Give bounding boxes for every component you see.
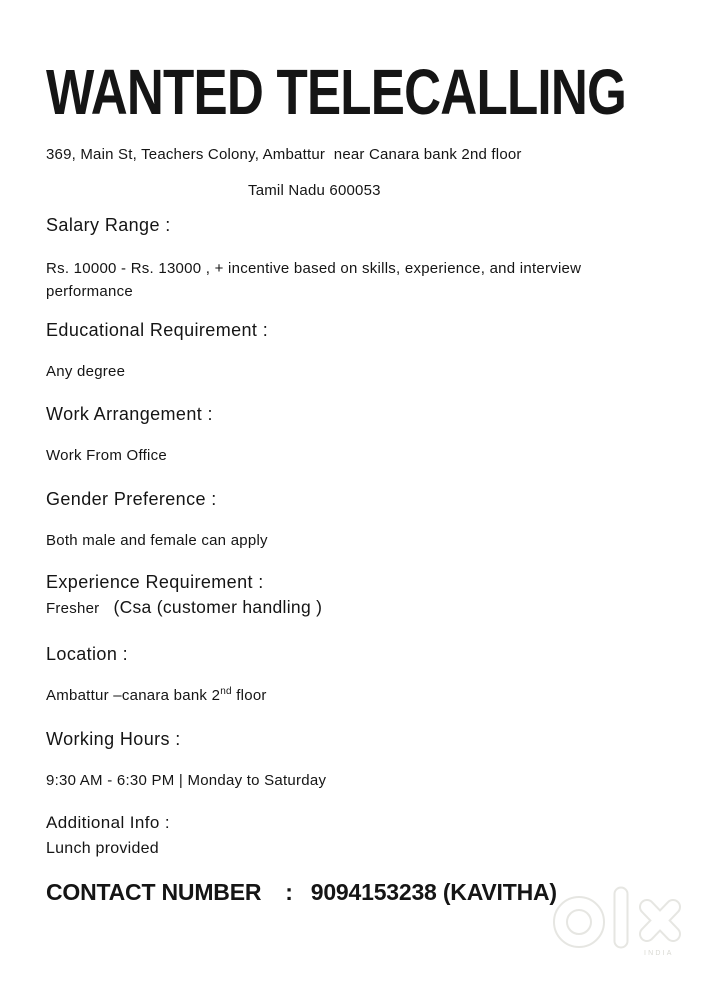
education-value: Any degree — [46, 363, 126, 380]
work-arrangement-value: Work From Office — [46, 447, 167, 464]
olx-india-label: INDIA — [644, 950, 674, 957]
working-hours-label: Working Hours : — [46, 729, 181, 749]
olx-logo — [545, 878, 715, 962]
location-value-pre: Ambattur –canara bank 2 — [46, 687, 221, 704]
gender-preference-value: Both male and female can apply — [46, 532, 268, 549]
experience-label: Experience Requirement : — [46, 572, 264, 592]
location-value — [46, 687, 267, 704]
gender-preference-label: Gender Preference : — [46, 489, 217, 509]
address-line-2: Tamil Nadu 600053 — [248, 182, 381, 199]
education-label: Educational Requirement : — [46, 320, 269, 340]
working-hours-value: 9:30 AM - 6:30 PM | Monday to Saturday — [46, 772, 327, 789]
salary-value: Rs. 10000 - Rs. 13000 , + incentive based on skills, experience, and interview performance — [46, 260, 586, 300]
contact-label: CONTACT NUMBER — [46, 879, 262, 905]
salary-label: Salary Range : — [46, 215, 171, 235]
additional-info-label: Additional Info : — [46, 813, 170, 832]
address-line-1: 369, Main St, Teachers Colony, Ambattur near Canara bank 2nd floor — [46, 146, 522, 163]
poster-title: WANTED TELECALLING — [46, 56, 627, 128]
location-value-ordinal: nd — [220, 686, 232, 697]
experience-value — [46, 597, 322, 618]
contact-number-line — [46, 879, 557, 906]
contact-value: 9094153238 (KAVITHA) — [310, 879, 557, 905]
work-arrangement-label: Work Arrangement : — [46, 404, 213, 424]
contact-separator: : — [285, 879, 293, 905]
location-label: Location : — [46, 644, 129, 664]
location-value-post: floor — [231, 687, 267, 704]
experience-value-primary: Fresher — [46, 600, 100, 617]
experience-value-secondary: (Csa (customer handling ) — [113, 597, 323, 617]
additional-info-value: Lunch provided — [46, 840, 159, 857]
